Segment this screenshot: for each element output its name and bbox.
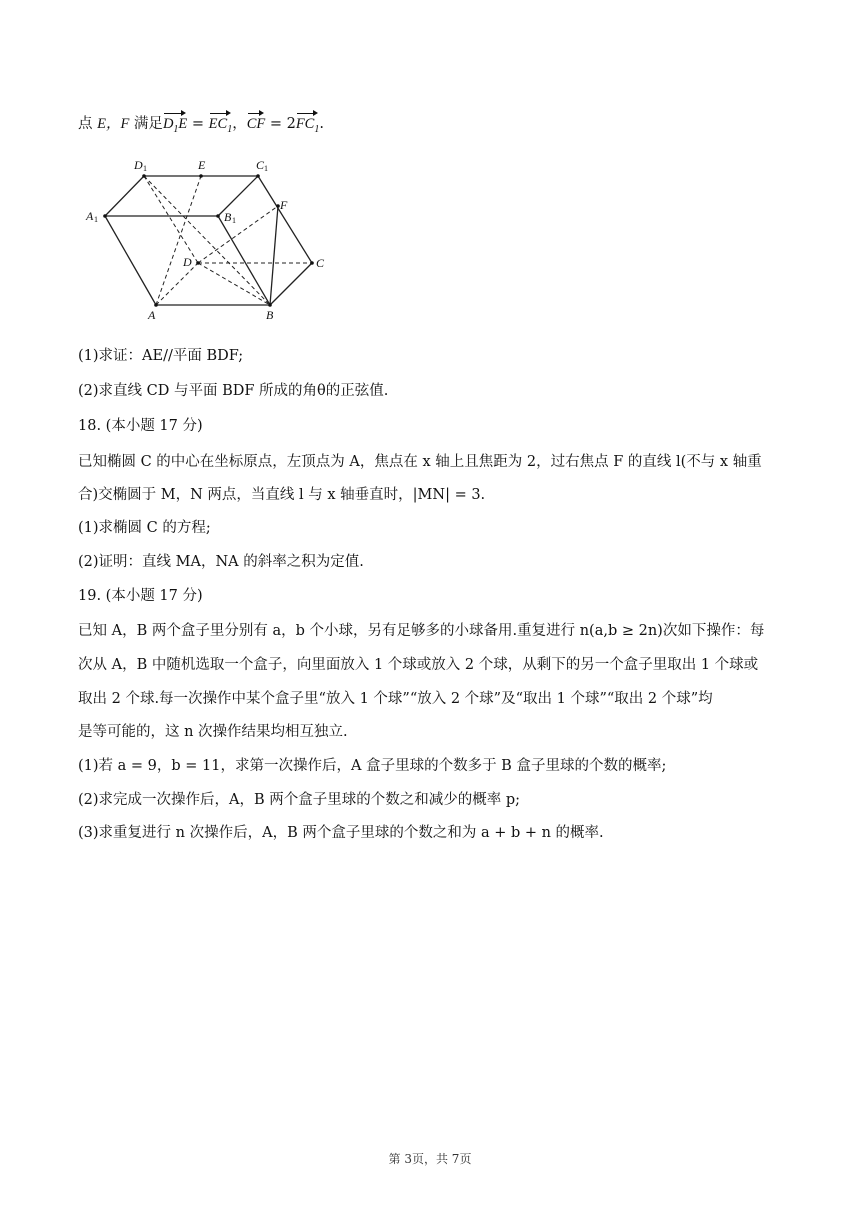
q18-header: 18. (本小题 17 分) bbox=[78, 418, 203, 434]
geometry-diagram bbox=[78, 150, 348, 330]
label-c: C bbox=[316, 256, 325, 270]
label-e: E bbox=[198, 158, 206, 172]
label-c1: C bbox=[256, 158, 265, 172]
point-b bbox=[268, 303, 272, 307]
q19-part2: (2)求完成一次操作后，A，B 两个盒子里球的个数之和减少的概率 p; bbox=[78, 792, 521, 808]
label-a1: A bbox=[86, 209, 94, 223]
point-b1 bbox=[216, 214, 220, 218]
dashed-ae bbox=[156, 176, 201, 305]
label-f: F bbox=[280, 198, 288, 212]
q19-stem-line3: 取出 2 个球.每一次操作中某个盒子里“放入 1 个球”“放入 2 个球”及“取出 1 个球”“取出 2 个球”均 bbox=[78, 691, 713, 707]
edge-a1d1 bbox=[105, 176, 144, 216]
label-b1-sub: 1 bbox=[232, 216, 236, 225]
edge-a1a bbox=[105, 216, 156, 305]
point-d bbox=[196, 261, 200, 265]
q19-header: 19. (本小题 17 分) bbox=[78, 588, 203, 604]
label-b1: B bbox=[224, 210, 232, 224]
point-c bbox=[310, 261, 314, 265]
point-c1 bbox=[256, 174, 260, 178]
label-d1-sub: 1 bbox=[143, 164, 147, 173]
point-a bbox=[154, 303, 158, 307]
q18-stem-line2: 合)交椭圆于 M，N 两点，当直线 l 与 x 轴垂直时，|MN| = 3. bbox=[78, 487, 486, 503]
point-a1 bbox=[103, 214, 107, 218]
dashed-d1b bbox=[144, 176, 270, 305]
dashed-df bbox=[198, 206, 278, 263]
dashed-d1d bbox=[144, 176, 198, 263]
dashed-db bbox=[198, 263, 270, 305]
label-b: B bbox=[266, 308, 274, 322]
q19-part3: (3)求重复进行 n 次操作后，A，B 两个盒子里球的个数之和为 a + b + n 的概率. bbox=[78, 825, 604, 841]
q19-stem-line4: 是等可能的，这 n 次操作结果均相互独立. bbox=[78, 724, 348, 740]
q18-stem-line1: 已知椭圆 C 的中心在坐标原点，左顶点为 A，焦点在 x 轴上且焦距为 2，过右焦点 F 的直线 l(不与 x 轴重 bbox=[78, 454, 762, 470]
page-footer: 第 3页，共 7页 bbox=[388, 1152, 472, 1166]
label-c1-sub: 1 bbox=[264, 164, 268, 173]
label-d: D bbox=[183, 255, 192, 269]
edge-c1c bbox=[258, 176, 312, 263]
q19-stem-line2: 次从 A，B 中随机选取一个盒子，向里面放入 1 个球或放入 2 个球，从剩下的另一个盒子里取出 1 个球或 bbox=[78, 657, 759, 673]
q18-part2: (2)证明：直线 MA，NA 的斜率之积为定值. bbox=[78, 554, 364, 570]
dashed-ad bbox=[156, 263, 198, 305]
edge-bf bbox=[270, 206, 278, 305]
q17-part2: (2)求直线 CD 与平面 BDF 所成的角θ的正弦值. bbox=[78, 383, 389, 399]
q17-part1: (1)求证：AE//平面 BDF; bbox=[78, 348, 244, 364]
vector-cf: CF bbox=[247, 112, 266, 134]
label-a1-sub: 1 bbox=[94, 215, 98, 224]
q18-part1: (1)求椭圆 C 的方程; bbox=[78, 520, 211, 536]
vector-d1e: $D_1E$ bbox=[163, 112, 187, 140]
vector-ec1: $EC_1$ bbox=[209, 112, 233, 140]
point-e bbox=[199, 174, 203, 178]
vector-fc1: $FC_1$ bbox=[296, 112, 320, 140]
parallelepiped-figure bbox=[78, 150, 348, 330]
point-d1 bbox=[142, 174, 146, 178]
q19-stem-line1: 已知 A，B 两个盒子里分别有 a，b 个小球，另有足够多的小球备用.重复进行 n(a,b ≥ 2n)次如下操作：每 bbox=[78, 623, 765, 639]
edge-bc bbox=[270, 263, 312, 305]
label-d1: D bbox=[134, 158, 143, 172]
edge-b1b bbox=[218, 216, 270, 305]
intro-condition: 点 E，F 满足$D_1E = EC_1$，CF = $2FC_1$. bbox=[78, 112, 782, 140]
q19-part1: (1)若 a = 9，b = 11，求第一次操作后，A 盒子里球的个数多于 B 盒子里球的个数的概率; bbox=[78, 758, 667, 774]
label-a: A bbox=[148, 308, 156, 322]
